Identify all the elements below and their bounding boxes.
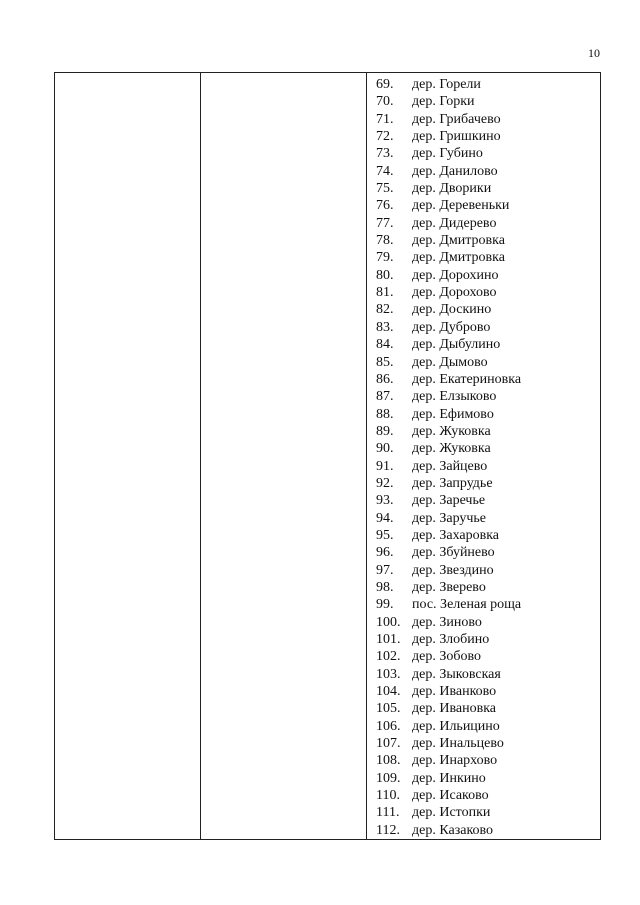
list-item xyxy=(367,562,600,579)
list-item-number: 90. xyxy=(376,441,394,457)
list-item xyxy=(367,76,600,93)
list-item xyxy=(367,804,600,821)
list-item-name: дер. Казаково xyxy=(412,822,494,838)
list-item-name: дер. Дидерево xyxy=(412,215,497,231)
list-item xyxy=(367,197,600,214)
list-item-name: дер. Ивановка xyxy=(412,701,496,717)
list-item-name: дер. Инальцево xyxy=(412,736,504,752)
list-item-number: 80. xyxy=(376,267,394,283)
list-item-number: 97. xyxy=(376,562,394,578)
list-item xyxy=(367,752,600,769)
list-item xyxy=(367,249,600,266)
list-item-number: 110. xyxy=(376,788,400,804)
list-item-name: дер. Дорохово xyxy=(412,285,497,301)
list-item-number: 79. xyxy=(376,250,394,266)
list-item xyxy=(367,666,600,683)
list-item xyxy=(367,787,600,804)
list-item-number: 106. xyxy=(376,718,401,734)
table-column-2 xyxy=(201,73,367,839)
list-item-number: 78. xyxy=(376,233,394,249)
list-item-name: дер. Дмитровка xyxy=(412,250,505,266)
list-item-name: дер. Дымово xyxy=(412,354,488,370)
list-item-number: 95. xyxy=(376,527,394,543)
list-item-name: дер. Дорохино xyxy=(412,267,499,283)
list-item xyxy=(367,718,600,735)
list-item xyxy=(367,319,600,336)
list-item xyxy=(367,770,600,787)
list-item xyxy=(367,423,600,440)
list-item-number: 108. xyxy=(376,753,401,769)
list-item-number: 104. xyxy=(376,684,401,700)
list-item-number: 98. xyxy=(376,579,394,595)
list-item-name: дер. Дыбулино xyxy=(412,337,501,353)
list-item-name: дер. Истопки xyxy=(412,805,491,821)
list-item-number: 73. xyxy=(376,146,394,162)
list-item-number: 109. xyxy=(376,770,401,786)
list-item-name: дер. Жуковка xyxy=(412,441,491,457)
list-item-name: дер. Иванково xyxy=(412,684,497,700)
list-item xyxy=(367,735,600,752)
list-item-name: дер. Елзыково xyxy=(412,389,497,405)
list-item-name: дер. Дмитровка xyxy=(412,233,505,249)
settlements-list xyxy=(367,73,600,839)
list-item-number: 89. xyxy=(376,423,394,439)
list-item-name: дер. Запрудье xyxy=(412,475,493,491)
list-item-number: 72. xyxy=(376,129,394,145)
list-item xyxy=(367,284,600,301)
list-item xyxy=(367,510,600,527)
list-item-number: 75. xyxy=(376,181,394,197)
list-item-number: 69. xyxy=(376,77,394,92)
list-item-number: 94. xyxy=(376,510,394,526)
list-item xyxy=(367,579,600,596)
list-item xyxy=(367,492,600,509)
list-item-name: дер. Заречье xyxy=(412,493,486,509)
list-item-name: дер. Злобино xyxy=(412,632,490,647)
list-item xyxy=(367,648,600,665)
list-item-name: дер. Деревеньки xyxy=(412,198,510,214)
list-item-name: дер. Исаково xyxy=(412,788,489,804)
list-item xyxy=(367,128,600,145)
list-item-name: дер. Екатериновка xyxy=(412,371,522,387)
list-item xyxy=(367,440,600,457)
list-item-name: дер. Заручье xyxy=(412,510,487,526)
list-item-number: 92. xyxy=(376,475,394,491)
list-item-name: дер. Ильицино xyxy=(412,718,500,734)
list-item-name: дер. Инкино xyxy=(412,770,486,786)
list-item xyxy=(367,145,600,162)
list-item xyxy=(367,458,600,475)
list-item-number: 81. xyxy=(376,285,394,301)
list-item xyxy=(367,388,600,405)
list-item-name: пос. Зеленая роща xyxy=(412,597,522,613)
list-item-number: 71. xyxy=(376,111,394,127)
list-item xyxy=(367,822,600,839)
list-item xyxy=(367,180,600,197)
list-item xyxy=(367,111,600,128)
list-item-name: дер. Инархово xyxy=(412,753,498,769)
list-item-number: 93. xyxy=(376,493,394,509)
list-item xyxy=(367,215,600,232)
list-item-name: дер. Данилово xyxy=(412,163,498,179)
table-column-1 xyxy=(55,73,201,839)
list-item xyxy=(367,475,600,492)
list-item-name: дер. Доскино xyxy=(412,302,492,318)
list-item-number: 76. xyxy=(376,198,394,214)
page-number: 10 xyxy=(588,46,600,60)
list-item xyxy=(367,371,600,388)
list-item xyxy=(367,544,600,561)
list-item-name: дер. Дворики xyxy=(412,181,492,197)
list-item xyxy=(367,683,600,700)
list-item-number: 87. xyxy=(376,389,394,405)
list-item-number: 96. xyxy=(376,545,394,561)
list-item-number: 88. xyxy=(376,406,394,422)
list-item-number: 107. xyxy=(376,736,401,752)
list-item xyxy=(367,527,600,544)
list-item xyxy=(367,631,600,648)
list-item-number: 86. xyxy=(376,371,394,387)
list-item-number: 83. xyxy=(376,319,394,335)
list-item-number: 84. xyxy=(376,337,394,353)
list-item-name: дер. Дуброво xyxy=(412,319,491,335)
list-item-number: 101. xyxy=(376,632,401,647)
list-item-number: 99. xyxy=(376,597,394,613)
list-item xyxy=(367,596,600,613)
list-item-name: дер. Грибачево xyxy=(412,111,501,127)
list-item xyxy=(367,232,600,249)
list-item-number: 100. xyxy=(376,614,401,630)
list-item-name: дер. Зиново xyxy=(412,614,482,630)
list-item-number: 82. xyxy=(376,302,394,318)
list-item-name: дер. Захаровка xyxy=(412,527,500,543)
list-item xyxy=(367,354,600,371)
list-item-number: 91. xyxy=(376,458,394,474)
list-item xyxy=(367,163,600,180)
list-item-number: 112. xyxy=(376,822,400,838)
list-item-name: дер. Жуковка xyxy=(412,423,491,439)
list-item-number: 111. xyxy=(376,805,400,821)
list-item-name: дер. Зверево xyxy=(412,579,486,595)
list-item-name: дер. Горки xyxy=(412,94,475,110)
list-item-number: 105. xyxy=(376,701,401,717)
list-item-number: 85. xyxy=(376,354,394,370)
list-item-name: дер. Звездино xyxy=(412,562,494,578)
list-item-name: дер. Збуйнево xyxy=(412,545,495,561)
list-item-name: дер. Зайцево xyxy=(412,458,488,474)
list-item xyxy=(367,614,600,631)
list-item-name: дер. Ефимово xyxy=(412,406,494,422)
list-item-name: дер. Гришкино xyxy=(412,129,501,145)
list-item xyxy=(367,301,600,318)
list-item xyxy=(367,93,600,110)
list-item-name: дер. Горели xyxy=(412,77,481,92)
settlements-table xyxy=(54,72,601,840)
list-item xyxy=(367,700,600,717)
list-item-number: 103. xyxy=(376,666,401,682)
list-item-number: 77. xyxy=(376,215,394,231)
list-item-number: 74. xyxy=(376,163,394,179)
list-item xyxy=(367,336,600,353)
list-item-name: дер. Зыковская xyxy=(412,666,501,682)
list-item xyxy=(367,267,600,284)
list-item xyxy=(367,406,600,423)
list-item-number: 70. xyxy=(376,94,394,110)
list-item-number: 102. xyxy=(376,649,401,665)
list-item-name: дер. Зобово xyxy=(412,649,481,665)
list-item-name: дер. Губино xyxy=(412,146,483,162)
